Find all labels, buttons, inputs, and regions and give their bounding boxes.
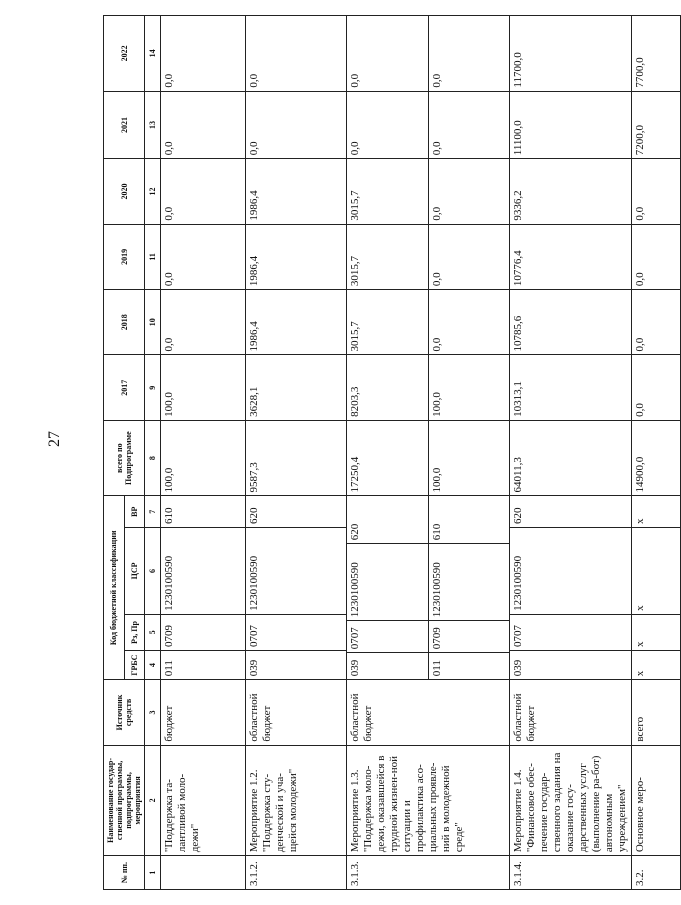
row-year-value: 10785,6 <box>510 290 632 355</box>
row-year-value: 8203,3 <box>349 386 361 417</box>
year-subrow <box>347 92 428 159</box>
row-year-block <box>347 91 510 159</box>
row-grbs: 039 <box>510 650 632 679</box>
row-total: 100,0 <box>161 420 246 496</box>
row-year-value: 9336,2 <box>510 159 632 224</box>
column-number: 1 <box>145 856 161 890</box>
row-year-value: 0,0 <box>161 224 246 289</box>
row-year-value: 0,0 <box>632 290 681 355</box>
column-number: 2 <box>145 745 161 856</box>
row-vr: 610 <box>429 516 510 544</box>
year-subrow <box>347 225 428 289</box>
row-name: Мероприятие 1.4. "Финансовое обес-печение государ-ственного задания на оказание госу-дарственных услуг (выполнение ра-бот) автономным учреждением" <box>510 745 632 856</box>
row-rzpr: 0709 <box>429 621 510 653</box>
table-row <box>347 16 510 890</box>
row-name: Мероприятие 1.2. "Поддержка сту-денческой и уча-щейся молодежи" <box>246 745 347 856</box>
column-number: 3 <box>145 680 161 745</box>
row-number: 3.2. <box>632 856 681 890</box>
header-year: 2018 <box>104 290 145 355</box>
page-number: 27 <box>46 431 63 447</box>
table-row <box>510 16 632 890</box>
row-code-block <box>347 496 510 680</box>
table-body <box>145 16 681 890</box>
column-number: 11 <box>145 224 161 289</box>
row-csr: x <box>632 528 681 615</box>
row-total: 64011,3 <box>510 420 632 496</box>
row-year-block <box>347 224 510 289</box>
row-year-value: 0,0 <box>431 272 443 287</box>
header-code-group: Код бюджетной классификации <box>104 496 125 680</box>
row-year-value: 0,0 <box>349 73 361 88</box>
row-number: 3.1.4. <box>510 856 632 890</box>
row-rzpr: 0707 <box>510 614 632 650</box>
table-row <box>246 16 347 890</box>
header-csr: ЦСР <box>124 528 145 615</box>
row-year-value: 0,0 <box>161 159 246 224</box>
row-grbs: x <box>632 650 681 679</box>
row-year-value: 0,0 <box>431 206 443 221</box>
year-subrow <box>428 290 510 354</box>
row-rzpr: 0707 <box>246 614 347 650</box>
header-total: всего по Подпрограмме <box>104 420 145 496</box>
year-subrow <box>428 92 510 159</box>
code-subrow <box>428 496 510 679</box>
row-vr: 620 <box>246 496 347 528</box>
row-number: 3.1.2. <box>246 856 347 890</box>
year-subrow <box>347 159 428 223</box>
row-source: бюджет <box>161 680 246 745</box>
header-year: 2022 <box>104 16 145 92</box>
row-grbs: 011 <box>161 650 246 679</box>
column-number: 12 <box>145 159 161 224</box>
row-grbs: 011 <box>431 660 443 677</box>
row-csr: 1230100590 <box>161 528 246 615</box>
column-number: 14 <box>145 16 161 92</box>
column-number: 10 <box>145 290 161 355</box>
row-csr: 1230100590 <box>510 528 632 615</box>
row-year-value: 10776,4 <box>510 224 632 289</box>
column-number: 13 <box>145 91 161 159</box>
year-subrow <box>347 290 428 354</box>
row-year-value: 3015,7 <box>349 255 361 287</box>
row-year-value: 3628,1 <box>246 355 347 420</box>
column-number: 7 <box>145 496 161 528</box>
rotated-table-wrapper <box>103 15 646 890</box>
row-total: 9587,3 <box>246 420 347 496</box>
row-source: областной бюджет <box>246 680 347 745</box>
year-subrow <box>347 355 428 419</box>
row-year-value: 3015,7 <box>349 190 361 221</box>
row-year-value: 7700,0 <box>632 16 681 92</box>
header-year: 2021 <box>104 91 145 159</box>
row-total-block <box>347 420 510 496</box>
row-name: "Поддержка та-лантливой моло-дежи" <box>161 745 246 856</box>
header-name: Наименование государ-ственной программы, подпрограммы, мероприятия <box>104 745 145 856</box>
row-total: 14900,0 <box>632 420 681 496</box>
column-number: 9 <box>145 355 161 420</box>
row-total: 100,0 <box>431 467 443 493</box>
row-rzpr: 0709 <box>161 614 246 650</box>
header-year: 2017 <box>104 355 145 420</box>
header-year: 2020 <box>104 159 145 224</box>
row-year-value: 0,0 <box>431 141 443 156</box>
row-year-value: 100,0 <box>161 355 246 420</box>
row-name: Мероприятие 1.3. "Поддержка моло-дежи, оказавшейся в трудной жизнен-ной ситуации и профилактика асо-циальных проявле-ний в молодежной среде" <box>347 745 510 856</box>
row-vr: x <box>632 496 681 528</box>
row-year-value: 0,0 <box>246 16 347 92</box>
row-year-value: 7200,0 <box>632 91 681 159</box>
row-year-value: 0,0 <box>632 159 681 224</box>
budget-table <box>103 15 681 890</box>
row-csr: 1230100590 <box>246 528 347 615</box>
row-vr: 620 <box>510 496 632 528</box>
row-year-block <box>347 355 510 420</box>
row-year-block <box>347 290 510 355</box>
row-rzpr: 0707 <box>347 621 428 653</box>
row-year-value: 0,0 <box>161 290 246 355</box>
row-year-value: 0,0 <box>161 91 246 159</box>
row-year-value: 1986,4 <box>246 224 347 289</box>
row-year-value: 3015,7 <box>349 321 361 352</box>
row-year-block <box>347 159 510 224</box>
row-name: Основное меро- <box>632 745 681 856</box>
year-subrow <box>428 16 510 91</box>
column-number: 8 <box>145 420 161 496</box>
row-year-value: 0,0 <box>161 16 246 92</box>
row-rzpr: x <box>632 614 681 650</box>
row-year-value: 100,0 <box>431 392 443 417</box>
row-vr: 610 <box>161 496 246 528</box>
header-grbs: ГРБС <box>124 650 145 679</box>
total-subrow <box>347 421 428 496</box>
row-year-value: 0,0 <box>349 141 361 156</box>
row-number: 3.1.3. <box>347 856 510 890</box>
table-row <box>632 16 681 890</box>
row-year-value: 1986,4 <box>246 159 347 224</box>
header-row-1 <box>104 16 125 890</box>
total-subrow <box>428 421 510 496</box>
column-number: 5 <box>145 614 161 650</box>
header-vr: ВР <box>124 496 145 528</box>
year-subrow <box>428 225 510 289</box>
row-source: областной бюджет <box>510 680 632 745</box>
row-year-value: 11700,0 <box>510 16 632 92</box>
year-subrow <box>428 355 510 419</box>
row-year-value: 0,0 <box>632 355 681 420</box>
row-csr: 1230100590 <box>347 544 428 621</box>
column-number: 4 <box>145 650 161 679</box>
row-year-value: 11100,0 <box>510 91 632 159</box>
row-vr: 620 <box>347 516 428 544</box>
year-subrow <box>347 16 428 91</box>
row-year-value: 0,0 <box>246 91 347 159</box>
column-number-row <box>145 16 161 890</box>
row-year-value: 0,0 <box>431 337 443 352</box>
header-year: 2019 <box>104 224 145 289</box>
row-source: областной бюджет <box>347 680 510 745</box>
row-total: 17250,4 <box>349 456 361 493</box>
row-year-value: 0,0 <box>431 73 443 88</box>
row-grbs: 039 <box>349 659 361 677</box>
row-number <box>161 856 246 890</box>
header-rzpr: Рз, Пр <box>124 614 145 650</box>
column-number: 6 <box>145 528 161 615</box>
table-row <box>161 16 246 890</box>
row-year-value: 0,0 <box>632 224 681 289</box>
row-year-value: 10313,1 <box>510 355 632 420</box>
row-year-value: 1986,4 <box>246 290 347 355</box>
code-subrow <box>347 496 428 679</box>
row-source: всего <box>632 680 681 745</box>
row-grbs: 039 <box>246 650 347 679</box>
row-csr: 1230100590 <box>429 544 510 621</box>
header-source: Источник средств <box>104 680 145 745</box>
row-year-block <box>347 16 510 92</box>
year-subrow <box>428 159 510 223</box>
header-num: № пп. <box>104 856 145 890</box>
